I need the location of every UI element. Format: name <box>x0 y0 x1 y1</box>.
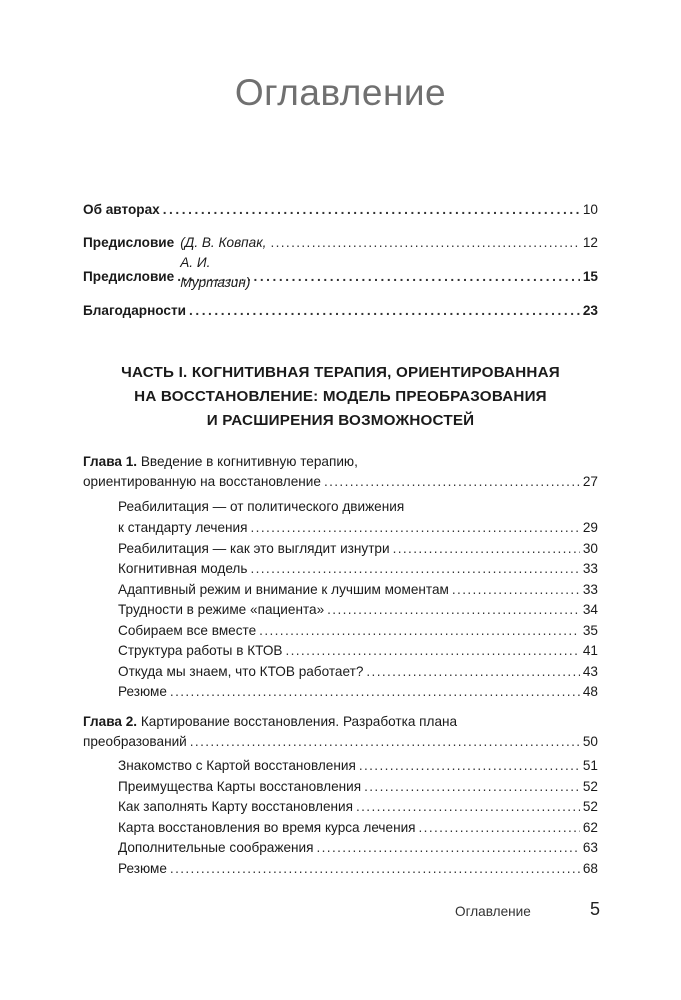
toc-section-map-during-treatment[interactable] <box>118 818 598 838</box>
toc-section-cognitive-model[interactable] <box>118 559 598 579</box>
toc-entry-acknowledgements[interactable] <box>83 301 598 321</box>
section-title: к стандарту лечения <box>118 520 248 535</box>
dot-leader <box>177 267 580 287</box>
section-title: Резюме <box>118 861 167 876</box>
part-heading <box>0 361 681 433</box>
chapter-title-line1: Картирование восстановления. Разработка плана <box>140 714 458 729</box>
chapter-1-entry[interactable] <box>83 472 598 492</box>
section-page: 63 <box>582 840 598 855</box>
section-title: Резюме <box>118 684 167 699</box>
running-footer-label: Оглавление <box>455 904 531 919</box>
toc-entry-page: 10 <box>582 202 598 217</box>
dot-leader <box>356 797 580 817</box>
section-title: Дополнительные соображения <box>118 840 314 855</box>
toc-entry-page: 15 <box>582 269 598 284</box>
chapter-title-line1: Введение в когнитивную терапию, <box>140 454 358 469</box>
dot-leader <box>163 200 580 220</box>
section-page: 52 <box>582 779 598 794</box>
toc-section-ctov-structure[interactable] <box>118 641 598 661</box>
chapter-2-heading[interactable] <box>83 712 457 732</box>
toc-section-map-intro[interactable] <box>118 756 598 776</box>
toc-section-summary-1[interactable] <box>118 682 598 702</box>
dot-leader <box>316 838 579 858</box>
toc-entry-title: Об авторах <box>83 202 160 217</box>
toc-section-putting-together[interactable] <box>118 621 598 641</box>
section-title: Когнитивная модель <box>118 561 248 576</box>
dot-leader <box>452 580 580 600</box>
dot-leader <box>170 859 580 879</box>
dot-leader <box>190 732 580 752</box>
section-page: 33 <box>582 582 598 597</box>
section-title: Адаптивный режим и внимание к лучшим моментам <box>118 582 449 597</box>
page-title: Оглавление <box>234 72 447 113</box>
section-page: 51 <box>582 758 598 773</box>
dot-leader <box>324 472 580 492</box>
toc-entry-page: 12 <box>582 235 598 250</box>
section-page: 68 <box>582 861 598 876</box>
dot-leader <box>393 539 580 559</box>
part-heading-line: ЧАСТЬ I. КОГНИТИВНАЯ ТЕРАПИЯ, ОРИЕНТИРОВАННАЯ <box>121 364 560 381</box>
section-page: 41 <box>582 643 598 658</box>
dot-leader <box>170 682 580 702</box>
toc-section-rehab-standard[interactable] <box>118 518 598 538</box>
part-heading-line: НА ВОССТАНОВЛЕНИЕ: МОДЕЛЬ ПРЕОБРАЗОВАНИЯ <box>134 388 547 405</box>
section-title: Преимущества Карты восстановления <box>118 779 362 794</box>
section-title-line1: Реабилитация — от политического движения <box>118 499 405 514</box>
dot-leader <box>366 662 579 682</box>
toc-entry-title: Предисловие <box>83 235 175 250</box>
toc-entry-about-authors[interactable] <box>83 200 598 220</box>
section-title: Знакомство с Картой восстановления <box>118 758 356 773</box>
section-page: 43 <box>582 664 598 679</box>
chapter-title-line2: ориентированную на восстановление <box>83 474 321 489</box>
dot-leader <box>327 600 580 620</box>
section-page: 52 <box>582 799 598 814</box>
chapter-title-line2: преобразований <box>83 734 187 749</box>
toc-section-adaptive-mode[interactable] <box>118 580 598 600</box>
section-title: Собираем все вместе <box>118 623 257 638</box>
section-page: 30 <box>582 541 598 556</box>
section-page: 35 <box>582 623 598 638</box>
section-title: Трудности в режиме «пациента» <box>118 602 325 617</box>
section-page: 48 <box>582 684 598 699</box>
toc-entry-page: 23 <box>582 303 598 318</box>
toc-section-ctov-works[interactable] <box>118 662 598 682</box>
dot-leader <box>359 756 580 776</box>
dot-leader <box>364 777 580 797</box>
toc-section-patient-mode[interactable] <box>118 600 598 620</box>
dot-leader <box>419 818 580 838</box>
toc-entry-title: Предисловие <box>83 269 175 284</box>
section-title: Структура работы в КТОВ <box>118 643 283 658</box>
dot-leader <box>285 641 579 661</box>
chapter-page: 27 <box>582 474 598 489</box>
toc-section-summary-2[interactable] <box>118 859 598 879</box>
toc-entry-preface-2[interactable] <box>83 267 598 287</box>
dot-leader <box>189 301 580 321</box>
toc-entry-subtitle: (Д. В. Ковпак, А. И. Муртазин) <box>180 235 267 290</box>
dot-leader <box>251 518 580 538</box>
chapter-label: Глава 2. <box>83 714 138 729</box>
dot-leader <box>270 233 579 253</box>
section-page: 33 <box>582 561 598 576</box>
toc-section-additional[interactable] <box>118 838 598 858</box>
section-page: 29 <box>582 520 598 535</box>
chapter-page: 50 <box>582 734 598 749</box>
toc-section-map-fill[interactable] <box>118 797 598 817</box>
section-page: 62 <box>582 820 598 835</box>
dot-leader <box>259 621 580 641</box>
part-heading-line: И РАСШИРЕНИЯ ВОЗМОЖНОСТЕЙ <box>206 412 475 429</box>
dot-leader <box>250 559 579 579</box>
chapter-2-entry[interactable] <box>83 732 598 752</box>
section-title: Откуда мы знаем, что КТОВ работает? <box>118 664 364 679</box>
section-title: Реабилитация — как это выглядит изнутри <box>118 541 390 556</box>
page-number: 5 <box>590 899 601 919</box>
section-title: Как заполнять Карту восстановления <box>118 799 353 814</box>
section-title: Карта восстановления во время курса лечения <box>118 820 416 835</box>
toc-section-rehab-inside[interactable] <box>118 539 598 559</box>
toc-entry-title: Благодарности <box>83 303 186 318</box>
chapter-label: Глава 1. <box>83 454 138 469</box>
toc-section-map-benefits[interactable] <box>118 777 598 797</box>
chapter-1-heading[interactable] <box>83 452 358 472</box>
section-page: 34 <box>582 602 598 617</box>
